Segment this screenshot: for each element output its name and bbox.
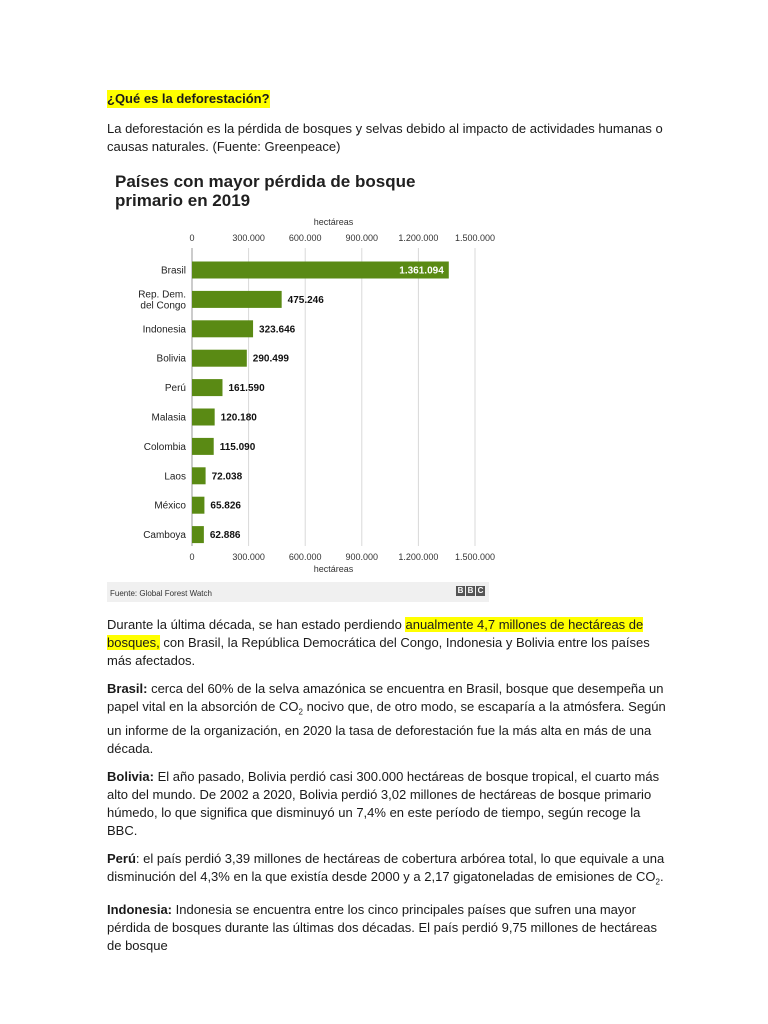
tick-label-top: 0 [189, 233, 195, 243]
indonesia-paragraph [107, 901, 667, 955]
category-label: Rep. Dem. [138, 289, 186, 301]
section-heading: ¿Qué es la deforestación? [107, 91, 270, 106]
tick-label-top: 1.200.000 [398, 233, 439, 243]
data-label: 120.180 [220, 412, 257, 424]
bar [192, 497, 204, 514]
subscript: 2 [298, 707, 303, 717]
document-body [107, 90, 667, 965]
bolivia-label: Bolivia: [107, 768, 154, 784]
chart-figure [107, 172, 496, 602]
x-axis-label-top: hectáreas [313, 217, 354, 227]
data-label: 65.826 [210, 500, 242, 512]
category-label: Perú [164, 383, 186, 395]
tick-label-top: 300.000 [232, 233, 265, 243]
decade-paragraph [107, 616, 667, 670]
data-label: 72.038 [211, 471, 243, 483]
tick-label-bottom: 600.000 [288, 552, 322, 562]
category-label: Bolivia [156, 353, 186, 365]
tick-label-bottom: 1.200.000 [398, 552, 439, 562]
data-label: 290.499 [252, 353, 289, 365]
intro-paragraph: La deforestación es la pérdida de bosques y selvas debido al impacto de actividades humanas o causas naturales. (Fuente: Greenpeace) [107, 121, 663, 154]
brasil-label: Brasil: [107, 681, 148, 696]
bbc-logo [456, 586, 485, 596]
bolivia-text: El año pasado, Bolivia perdió casi 300.000 hectáreas de bosque tropical, el cuarto más alto del mundo. De 2002 a 2020, Bolivia perdió 3,02 millones de hectáreas de bosque primario húmedo, lo que significa que disminuyó un 7,4% en este período de tiempo, según recoge la BBC. [107, 768, 660, 838]
tick-label-bottom: 0 [189, 552, 195, 562]
data-label: 1.361.094 [399, 265, 444, 277]
data-label: 161.590 [228, 383, 265, 395]
decade-text-end: con Brasil, la República Democrática del Congo, Indonesia y Bolivia entre los países más afectados. [107, 635, 650, 668]
tick-label-bottom: 900.000 [345, 552, 379, 562]
data-label: 62.886 [209, 530, 241, 542]
indonesia-label: Indonesia: [107, 902, 173, 918]
category-label: México [154, 500, 186, 512]
peru-text: : el país perdió 3,39 millones de hectáreas de cobertura arbórea total, lo que equivale a una disminución del 4,3% en la que existía desde 2000 y a 2,17 gigatoneladas de emisiones de CO [107, 850, 665, 884]
bbc-logo-letter: B [467, 586, 474, 595]
brasil-text-end: nocivo que, de otro modo, se escaparía a la atmósfera. Según un informe de la organización, en 2020 la tasa de deforestación fue la más alta en más de una década. [107, 699, 666, 756]
chart-title: Países con mayor pérdida de bosque primario en 2019 [115, 172, 416, 210]
data-label: 475.246 [287, 294, 324, 306]
peru-paragraph [107, 850, 667, 892]
bar [192, 467, 206, 484]
brasil-paragraph [107, 680, 667, 758]
bar [192, 379, 222, 396]
bar [192, 409, 215, 426]
category-label: Laos [164, 471, 186, 483]
bar [192, 438, 214, 455]
data-label: 115.090 [219, 441, 256, 453]
bar-chart [107, 172, 496, 582]
category-label: del Congo [140, 300, 186, 312]
tick-label-top: 600.000 [288, 233, 322, 243]
brasil-text: cerca del 60% de la selva amazónica se encuentra en Brasil, bosque que desempeña un papel vital en la absorción de CO [107, 681, 664, 714]
tick-label-top: 900.000 [345, 233, 379, 243]
decade-text: Durante la última década, se han estado perdiendo [107, 617, 406, 632]
category-label: Camboya [143, 530, 186, 542]
data-label: 323.646 [259, 324, 296, 336]
bolivia-paragraph [107, 768, 667, 840]
tick-label-bottom: 300.000 [232, 552, 265, 562]
subscript: 2 [655, 877, 660, 887]
peru-label: Perú [107, 850, 136, 866]
bbc-logo-letter: B [457, 586, 464, 595]
x-axis-label-bottom: hectáreas [313, 564, 354, 574]
category-label: Brasil [160, 265, 186, 277]
indonesia-text: Indonesia se encuentra entre los cinco principales países que sufren una mayor pérdida de bosques durante las últimas dos décadas. El país perdió 9,75 millones de hectáreas de bosque [107, 902, 657, 954]
category-label: Indonesia [142, 324, 186, 336]
bar [192, 350, 247, 367]
highlight-text: anualmente 4,7 millones de hectáreas de bosques, [107, 617, 644, 650]
peru-text-end: . [659, 868, 664, 884]
bar [192, 291, 282, 308]
category-label: Colombia [143, 441, 186, 453]
chart-footer [107, 582, 489, 602]
tick-label-top: 1.500.000 [454, 233, 496, 243]
chart-source: Fuente: Global Forest Watch [110, 589, 212, 598]
bar [192, 320, 253, 337]
category-label: Malasia [151, 412, 186, 424]
bbc-logo-letter: C [477, 586, 484, 595]
tick-label-bottom: 1.500.000 [454, 552, 496, 562]
bar [192, 526, 204, 543]
